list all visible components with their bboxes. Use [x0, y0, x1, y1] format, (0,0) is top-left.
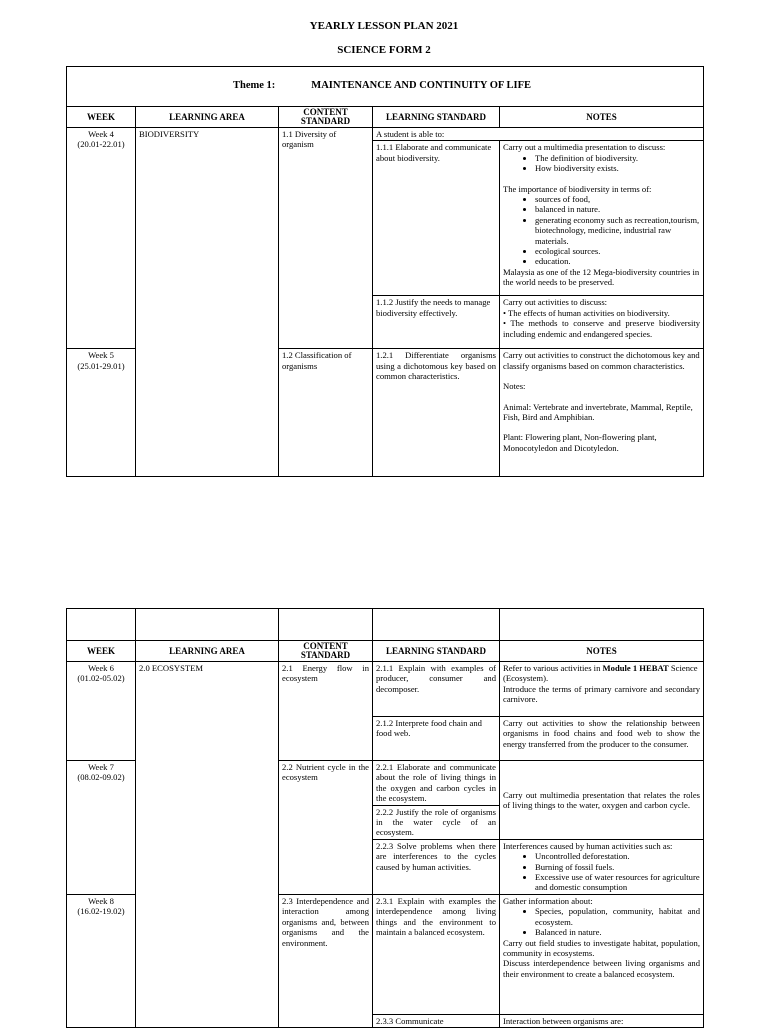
notes-cell: Carry out multimedia presentation that relates the roles of living things to the water, oxygen and carbon cycle.	[500, 761, 704, 840]
document-title: YEARLY LESSON PLAN 2021	[309, 20, 459, 32]
week-cell: Week 8 (16.02-19.02)	[67, 894, 136, 1027]
content-standard-cell: 1.2 Classification of organisms	[279, 349, 373, 477]
lesson-plan-table-ecosystem	[66, 608, 704, 1028]
learning-area-cell: 2.0 ECOSYSTEM	[136, 662, 279, 1028]
theme-title: MAINTENANCE AND CONTINUITY OF LIFE	[311, 80, 532, 92]
header-learning-area: LEARNING AREA	[136, 107, 279, 128]
learning-standard-cell: 1.1.1 Elaborate and communicate about biodiversity.	[373, 141, 500, 296]
notes-cell: Interferences caused by human activities such as: • Uncontrolled deforestation. • Burning of fossil fuels. • Excessive use of water resources for agriculture and domestic consumption	[500, 839, 704, 894]
table-header-row	[67, 641, 704, 662]
table-row	[67, 662, 704, 717]
content-standard-cell: 2.1 Energy flow in ecosystem	[279, 662, 373, 761]
lesson-plan-table-theme-1	[66, 66, 704, 477]
learning-standard-cell: 2.3.1 Explain with examples the interdependence among living things and the environment to maintain a balanced ecosystem.	[373, 894, 500, 1014]
learning-standard-cell: 2.2.2 Justify the role of organisms in the water cycle of an ecosystem.	[373, 805, 500, 839]
table-header-row	[67, 107, 704, 128]
theme-heading	[67, 67, 704, 107]
notes-cell: Carry out activities to construct the dichotomous key and classify organisms based on common characteristics. Notes: Animal: Vertebrate and invertebrate, Mammal, Reptile, Fish, Bird and Amphibian. Plant: Flowering plant, Non-flowering plant, Monocotyledon and Dicotyledon.	[500, 349, 704, 477]
header-learning-standard: LEARNING STANDARD	[373, 107, 500, 128]
notes-cell: Carry out a multimedia presentation to discuss: • The definition of biodiversity. • How biodiversity exists. The importance of biodiversity in terms of: • sources of food, • balanced in nature. • generating economy such as recreation,tourism, biotechnology, medicine, industrial raw materials. • ecological sources. • education. Malaysia as one of the 12 Mega-biodiversity countries in the world needs to be preserved.	[500, 141, 704, 296]
header-content-standard: CONTENT STANDARD	[279, 641, 373, 662]
content-standard-cell: 2.2 Nutrient cycle in the ecosystem	[279, 761, 373, 895]
learning-standard-cell: 2.1.2 Interprete food chain and food web.	[373, 717, 500, 761]
learning-standard-cell: 1.2.1 Differentiate organisms using a dichotomous key based on common characteristics.	[373, 349, 500, 477]
learning-standard-cell: 2.1.1 Explain with examples of producer, consumer and decomposer.	[373, 662, 500, 717]
week-cell: Week 6 (01.02-05.02)	[67, 662, 136, 761]
header-week: WEEK	[67, 641, 136, 662]
learning-standard-cell: 1.1.2 Justify the needs to manage biodiversity effectively.	[373, 296, 500, 349]
week-cell: Week 4 (20.01-22.01)	[67, 128, 136, 349]
week-cell: Week 5 (25.01-29.01)	[67, 349, 136, 477]
header-learning-area: LEARNING AREA	[136, 641, 279, 662]
table-row	[67, 128, 704, 141]
document-subtitle: SCIENCE FORM 2	[337, 44, 431, 56]
notes-cell: Interaction between organisms are:	[500, 1014, 704, 1027]
notes-cell: Gather information about: • Species, population, community, habitat and ecosystem. • Balanced in nature. Carry out field studies to investigate habitat, population, community in ecosystems. Discuss interdependence between living organisms and their environment to create a balanced ecosystem.	[500, 894, 704, 1014]
learning-standard-cell: A student is able to:	[373, 128, 704, 141]
week-cell: Week 7 (08.02-09.02)	[67, 761, 136, 895]
header-learning-standard: LEARNING STANDARD	[373, 641, 500, 662]
header-content-standard: CONTENT STANDARD	[279, 107, 373, 128]
learning-standard-cell: 2.2.1 Elaborate and communicate about the role of living things in the oxygen and carbon cycles in the ecosystem.	[373, 761, 500, 806]
content-standard-cell: 1.1 Diversity of organism	[279, 128, 373, 349]
learning-area-cell: BIODIVERSITY	[136, 128, 279, 477]
notes-cell: Carry out activities to discuss: • The effects of human activities on biodiversity. • The methods to conserve and preserve biodiversity including endemic and endangered species.	[500, 296, 704, 349]
notes-cell: Refer to various activities in Module 1 HEBAT Science (Ecosystem). Introduce the terms of primary carnivore and secondary carnivore.	[500, 662, 704, 717]
header-week: WEEK	[67, 107, 136, 128]
content-standard-cell: 2.3 Interdependence and interaction among organisms and, between organisms and the environment.	[279, 894, 373, 1027]
theme-label: Theme 1:	[233, 80, 276, 92]
learning-standard-cell: 2.3.3 Communicate	[373, 1014, 500, 1027]
blank-theme-row	[67, 609, 704, 641]
header-notes: NOTES	[500, 107, 704, 128]
header-notes: NOTES	[500, 641, 704, 662]
notes-cell: Carry out activities to show the relationship between organisms in food chains and food web to show the energy transferred from the producer to the consumer.	[500, 717, 704, 761]
learning-standard-cell: 2.2.3 Solve problems when there are interferences to the cycles caused by human activities.	[373, 839, 500, 894]
